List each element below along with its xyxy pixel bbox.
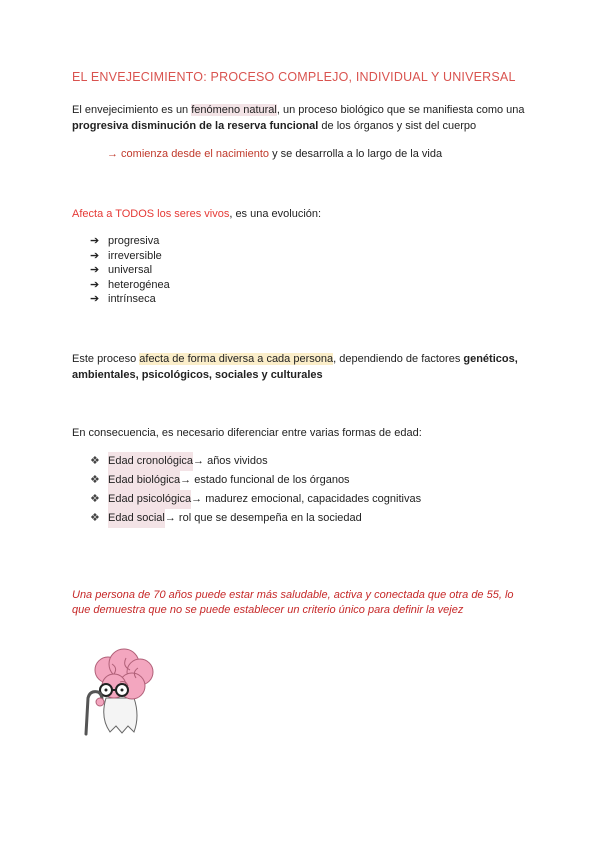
affects-line bbox=[72, 206, 532, 222]
list-item bbox=[90, 452, 421, 471]
age-term: Edad psicológica bbox=[108, 490, 191, 509]
highlight-afecta-diversa: afecta de forma diversa a cada persona bbox=[139, 353, 334, 365]
diamond-bullet-icon: ❖ bbox=[90, 455, 100, 467]
highlight-fenomeno-natural: fenómeno natural bbox=[191, 104, 277, 116]
intro-paragraph bbox=[72, 102, 532, 134]
diamond-bullet-icon: ❖ bbox=[90, 493, 100, 505]
intro-text-3: de los órganos y sist del cuerpo bbox=[318, 120, 477, 132]
arrow-line bbox=[107, 146, 567, 162]
list-item bbox=[90, 509, 421, 528]
list-item bbox=[90, 490, 421, 509]
arrow-line-red: → comienza desde el nacimiento bbox=[107, 148, 270, 160]
page-title: EL ENVEJECIMIENTO: PROCESO COMPLEJO, INDIVIDUAL Y UNIVERSAL bbox=[72, 70, 516, 84]
bold-factores: genéticos, ambientales, psicológicos, sociales y culturales bbox=[72, 353, 518, 381]
arrow-bullet-icon: ➔ bbox=[90, 293, 100, 305]
list-item bbox=[90, 471, 421, 490]
age-desc: → rol que se desempeña en la sociedad bbox=[164, 512, 362, 524]
bold-reserva-funcional: progresiva disminución de la reserva funcional bbox=[72, 120, 319, 132]
arrow-line-rest: y se desarrolla a lo largo de la vida bbox=[269, 148, 443, 160]
age-term: Edad cronológica bbox=[108, 452, 193, 471]
list-item: ➔ intrínseca bbox=[90, 293, 156, 305]
affects-red: Afecta a TODOS los seres vivos bbox=[72, 208, 230, 220]
arrow-bullet-icon: ➔ bbox=[90, 235, 100, 247]
arrow-bullet-icon: ➔ bbox=[90, 264, 100, 276]
list-item: ➔ heterogénea bbox=[90, 278, 170, 291]
italic-note: Una persona de 70 años puede estar más saludable, activa y conectada que otra de 55, lo que demuestra que no se puede establecer un criterio único para definir la vejez bbox=[72, 589, 514, 616]
list-item: ➔ irreversible bbox=[90, 249, 162, 262]
age-term: Edad social bbox=[108, 509, 165, 528]
elderly-brain-with-cane-icon bbox=[70, 640, 166, 740]
consequence-text: En consecuencia, es necesario diferenciar entre varias formas de edad: bbox=[72, 427, 422, 439]
arrow-bullet-icon: ➔ bbox=[90, 249, 100, 262]
age-types-list bbox=[90, 452, 421, 528]
list-item: ➔ progresiva bbox=[90, 235, 160, 247]
evolution-list bbox=[90, 234, 170, 307]
age-term: Edad biológica bbox=[108, 471, 180, 490]
diamond-bullet-icon: ❖ bbox=[90, 474, 100, 486]
arrow-bullet-icon: ➔ bbox=[90, 278, 100, 291]
intro-text-1: El envejecimiento es un bbox=[72, 104, 192, 116]
age-desc: → madurez emocional, capacidades cognitivas bbox=[191, 493, 422, 505]
list-item: ➔ universal bbox=[90, 264, 153, 276]
diamond-bullet-icon: ❖ bbox=[90, 512, 100, 524]
affects-rest: , es una evolución: bbox=[229, 208, 322, 220]
intro-text-2: , un proceso biológico que se manifiesta como una bbox=[276, 104, 525, 116]
age-desc: → años vividos bbox=[193, 455, 268, 467]
process-paragraph: Este proceso afecta de forma diversa a cada persona, dependiendo de factores genéticos, ambientales, psicológicos, sociales y culturales bbox=[72, 353, 518, 381]
age-desc: → estado funcional de los órganos bbox=[180, 474, 350, 486]
